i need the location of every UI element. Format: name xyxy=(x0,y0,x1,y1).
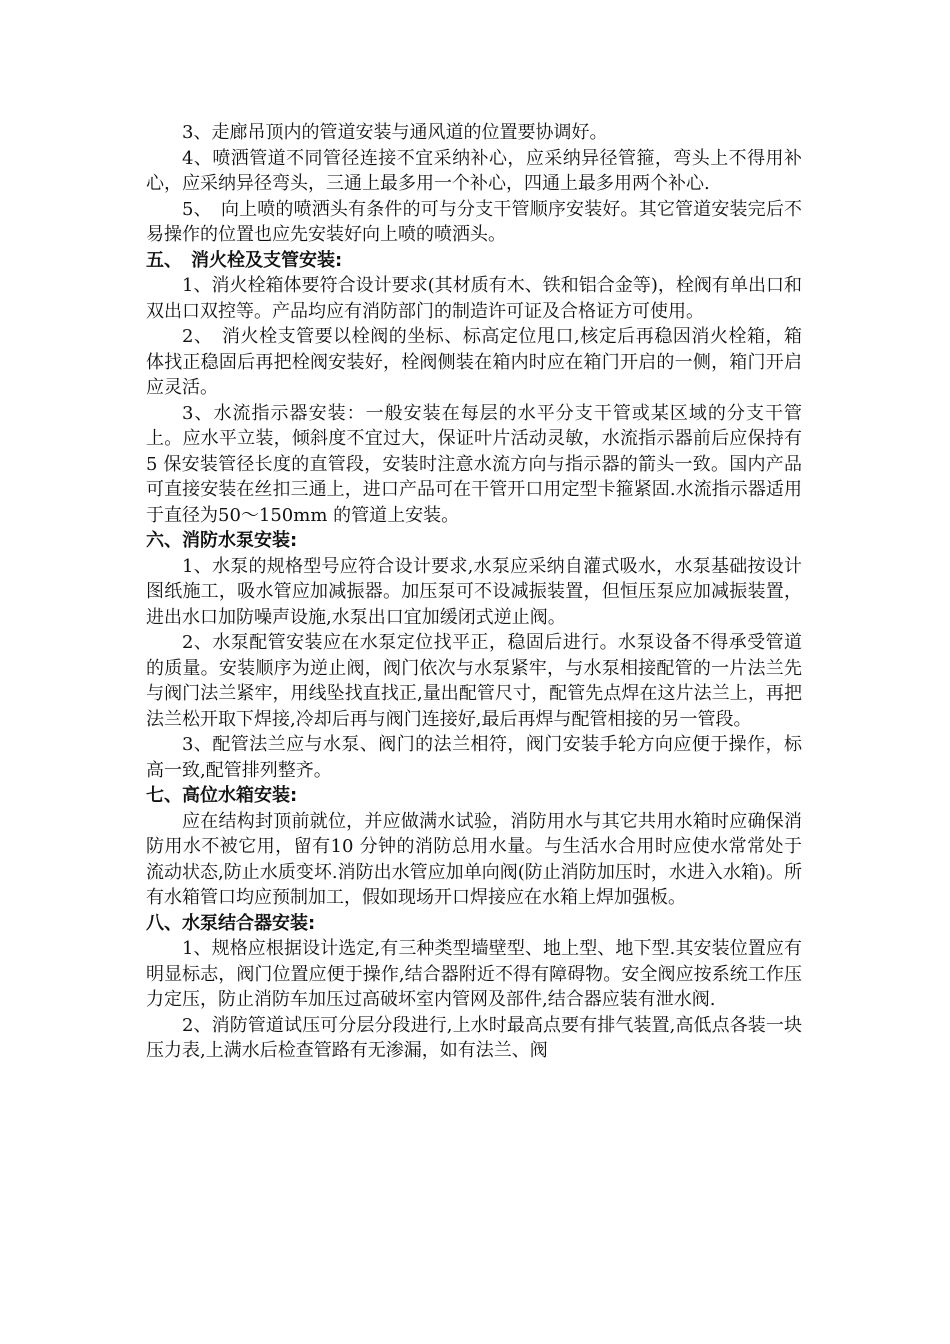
section-heading: 八、水泵结合器安装: xyxy=(146,912,316,934)
paragraph: 1、消火栓箱体要符合设计要求(其材质有木、铁和铝合金等)，栓阀有单出口和双出口双控等。产品均应有消防部门的制造许可证及合格证方可使用。 xyxy=(146,275,802,322)
paragraph: 3、配管法兰应与水泵、阀门的法兰相符，阀门安装手轮方向应便于操作，标高一致,配管排列整齐。 xyxy=(146,734,802,781)
paragraph: 1、水泵的规格型号应符合设计要求,水泵应采纳自灌式吸水，水泵基础按设计图纸施工，吸水管应加减振器。加压泵可不设减振装置，但恒压泵应加减振装置，进出水口加防噪声设施,水泵出口宜加缓闭式逆止阀。 xyxy=(146,555,802,628)
paragraph: 3、水流指示器安装：一般安装在每层的水平分支干管或某区域的分支干管上。应水平立装，倾斜度不宜过大，保证叶片活动灵敏，水流指示器前后应保持有5 保安装管径长度的直管段，安装时注意水流方向与指示器的箭头一致。国内产品可直接安装在丝扣三通上，进口产品可在干管开口用定型卡箍紧固.水流指示器适用于直径为50～150mm 的管道上安装。 xyxy=(146,402,802,526)
section-heading: 五、 消火栓及支管安装: xyxy=(146,249,343,271)
section-heading: 六、消防水泵安装: xyxy=(146,530,298,551)
document-body xyxy=(146,120,802,1064)
section-heading: 七、高位水箱安装: xyxy=(146,785,298,806)
paragraph: 应在结构封顶前就位，并应做满水试验，消防用水与其它共用水箱时应确保消防用水不被它用，留有10 分钟的消防总用水量。与生活水合用时应使水常常处于流动状态,防止水质变坏.消防出水管应加单向阀(防止消防加压时，水进入水箱)。所有水箱管口均应预制加工，假如现场开口焊接应在水箱上焊加强板。 xyxy=(146,810,802,908)
paragraph: 2、水泵配管安装应在水泵定位找平正，稳固后进行。水泵设备不得承受管道的质量。安装顺序为逆止阀，阀门依次与水泵紧牢，与水泵相接配管的一片法兰先与阀门法兰紧牢，用线坠找直找正,量出配管尺寸，配管先点焊在这片法兰上，再把法兰松开取下焊接,冷却后再与阀门连接好,最后再焊与配管相接的另一管段。 xyxy=(146,632,802,730)
paragraph: 4、喷洒管道不同管径连接不宜采纳补心，应采纳异径管箍，弯头上不得用补心，应采纳异径弯头，三通上最多用一个补心，四通上最多用两个补心. xyxy=(146,147,802,194)
paragraph: 2、消防管道试压可分层分段进行,上水时最高点要有排气装置,高低点各装一块压力表,上满水后检查管路有无渗漏，如有法兰、阀 xyxy=(146,1014,802,1061)
paragraph: 3、走廊吊顶内的管道安装与通风道的位置要协调好。 xyxy=(182,122,608,143)
paragraph: 5、 向上喷的喷洒头有条件的可与分支干管顺序安装好。其它管道安装完后不易操作的位置也应先安装好向上喷的喷洒头。 xyxy=(146,198,802,245)
paragraph: 1、规格应根据设计选定,有三种类型墙壁型、地上型、地下型.其安装位置应有明显标志，阀门位置应便于操作,结合器附近不得有障碍物。安全阀应按系统工作压力定压，防止消防车加压过高破坏室内管网及部件,结合器应装有泄水阀. xyxy=(146,938,802,1010)
paragraph: 2、 消火栓支管要以栓阀的坐标、标高定位甩口,核定后再稳因消火栓箱，箱体找正稳固后再把栓阀安装好，栓阀侧装在箱内时应在箱门开启的一侧，箱门开启应灵活。 xyxy=(146,326,802,398)
